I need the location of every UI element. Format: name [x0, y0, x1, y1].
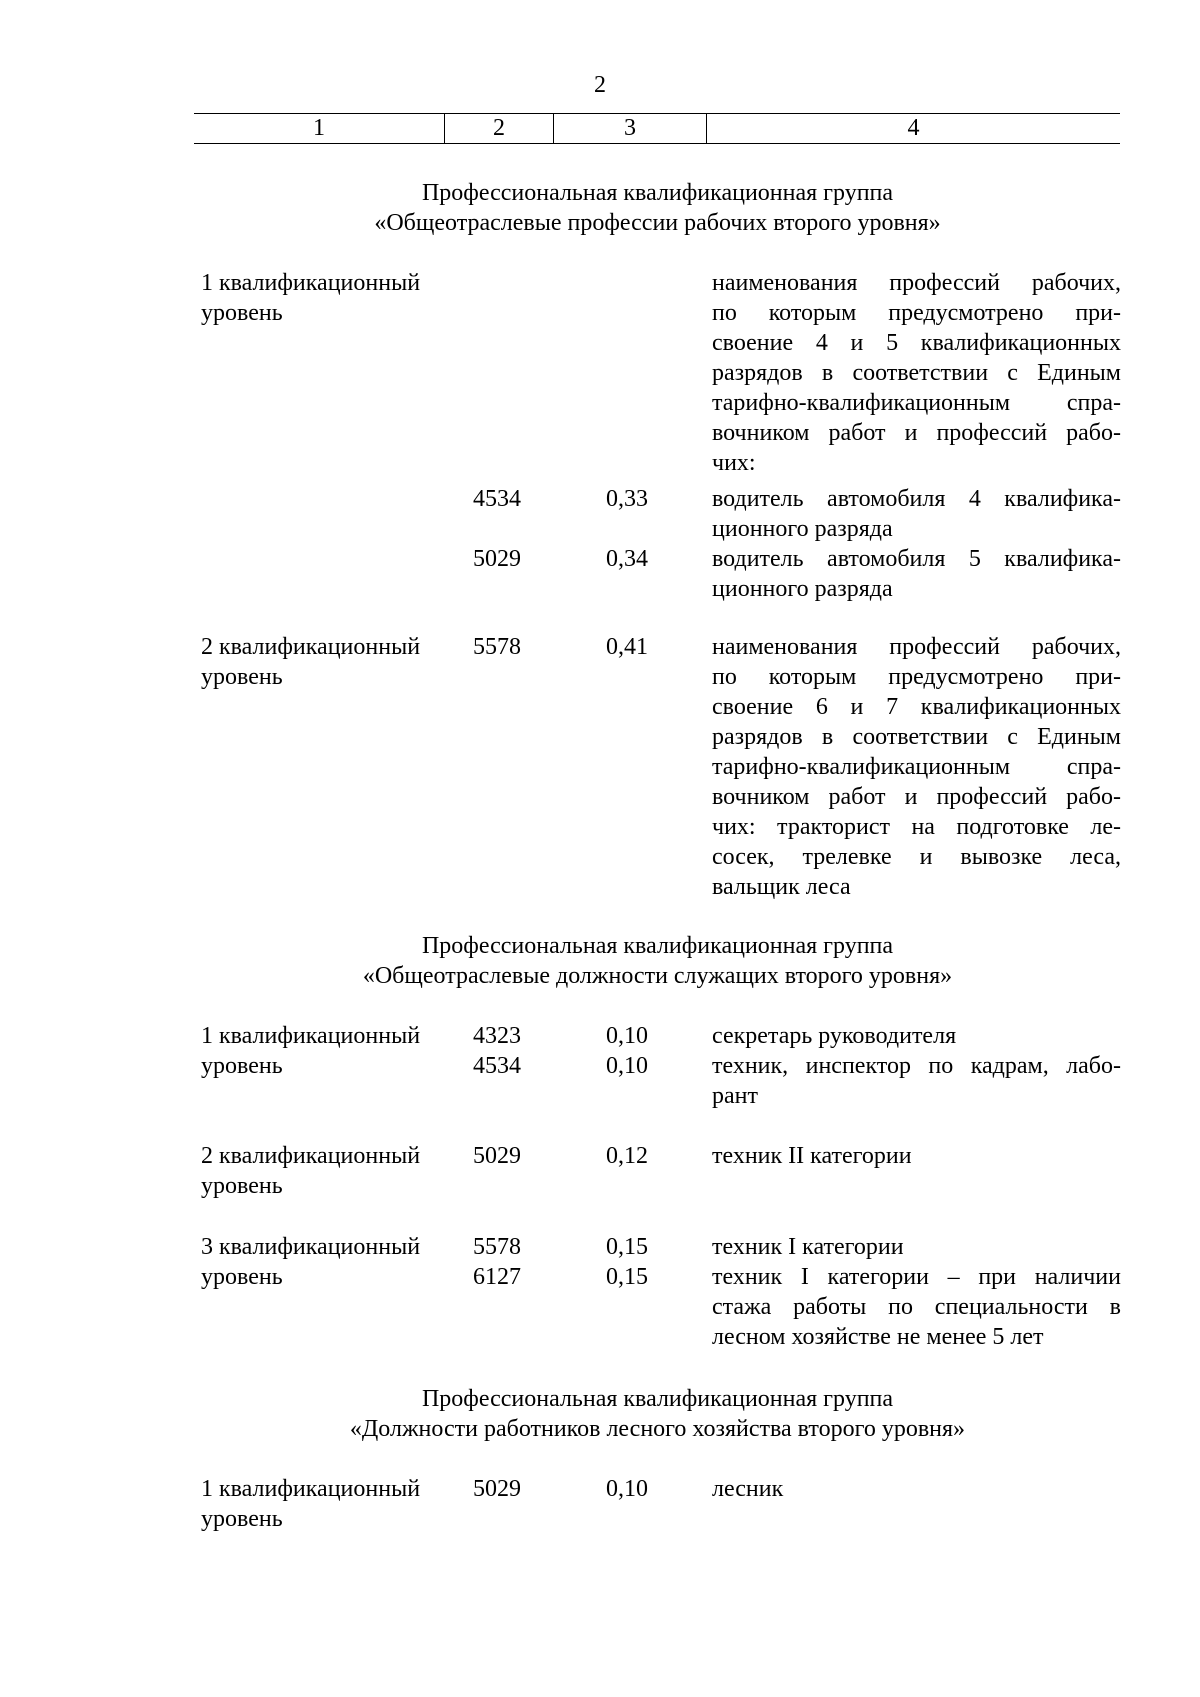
profession-description [712, 1051, 1121, 1111]
profession-description [712, 544, 1121, 604]
group-title [0, 1384, 1200, 1444]
level-line: уровень [201, 300, 283, 326]
profession-description [712, 1262, 1121, 1352]
level-line: уровень [201, 664, 283, 690]
profession-description [712, 1474, 1121, 1504]
coefficient-value: 0,10 [606, 1476, 648, 1502]
profession-description [712, 632, 1121, 902]
level-line: 1 квалификационный [201, 270, 421, 296]
desc-line: разрядов в соответствии с Единым [712, 360, 1121, 386]
coefficient-value: 0,34 [606, 546, 648, 572]
desc-line: лесник [712, 1476, 784, 1502]
profession-description [712, 484, 1121, 544]
qualification-level [201, 632, 451, 692]
group-title [0, 178, 1200, 238]
qualification-level [201, 268, 451, 328]
desc-line: водитель автомобиля 4 квалифика- [712, 486, 1121, 512]
desc-line: техник II категории [712, 1143, 912, 1169]
desc-line: стажа работы по специальности в [712, 1294, 1121, 1320]
desc-line: чих: тракторист на подготовке ле- [712, 814, 1121, 840]
desc-line: техник I категории – при наличии [712, 1264, 1121, 1290]
level-line: уровень [201, 1506, 283, 1532]
desc-line: наименования профессий рабочих, [712, 634, 1121, 660]
qualification-level: уровень [201, 1053, 283, 1079]
salary-value: 4534 [473, 486, 521, 512]
salary-value: 5029 [473, 1143, 521, 1169]
salary-value: 4534 [473, 1053, 521, 1079]
coefficient-value: 0,33 [606, 486, 648, 512]
column-header-row [194, 113, 1120, 144]
salary-value: 5029 [473, 1476, 521, 1502]
group-title-line: Профессиональная квалификационная группа [421, 180, 894, 206]
column-header-1: 1 [313, 115, 325, 141]
desc-line: ционного разряда [712, 576, 893, 602]
desc-line: секретарь руководителя [712, 1023, 957, 1049]
group-title-line: «Должности работников лесного хозяйства второго уровня» [349, 1416, 966, 1442]
desc-line: сосек, трелевке и вывозке леса, [712, 844, 1121, 870]
profession-description [712, 1232, 1121, 1262]
qualification-level [201, 1141, 451, 1201]
salary-value: 4323 [473, 1023, 521, 1049]
desc-line: техник I категории [712, 1234, 904, 1260]
coefficient-value: 0,15 [606, 1264, 648, 1290]
desc-line: наименования профессий рабочих, [712, 270, 1121, 296]
level-line: уровень [201, 1173, 283, 1199]
column-header-2: 2 [444, 114, 553, 143]
desc-line: по которым предусмотрено при- [712, 300, 1121, 326]
profession-description [712, 1141, 1121, 1171]
coefficient-value: 0,10 [606, 1053, 648, 1079]
page-number: 2 [594, 72, 606, 98]
salary-value: 5578 [473, 1234, 521, 1260]
desc-line: лесном хозяйстве не менее 5 лет [712, 1324, 1044, 1350]
desc-line: водитель автомобиля 5 квалифика- [712, 546, 1121, 572]
desc-line: вочником работ и профессий рабо- [712, 420, 1121, 446]
coefficient-value: 0,12 [606, 1143, 648, 1169]
qualification-level: уровень [201, 1264, 283, 1290]
column-header-4: 4 [706, 114, 1120, 143]
level-line: 2 квалификационный [201, 1143, 421, 1169]
desc-line: своение 6 и 7 квалификационных [712, 694, 1121, 720]
coefficient-value: 0,10 [606, 1023, 648, 1049]
salary-value: 5029 [473, 546, 521, 572]
group-title-line: Профессиональная квалификационная группа [421, 1386, 894, 1412]
profession-description [712, 268, 1121, 478]
qualification-level [201, 1474, 451, 1534]
desc-line: вочником работ и профессий рабо- [712, 784, 1121, 810]
group-title [0, 931, 1200, 991]
level-line: 2 квалификационный [201, 634, 421, 660]
group-title-line: «Общеотраслевые должности служащих второго уровня» [362, 963, 953, 989]
qualification-level: 1 квалификационный [201, 1023, 421, 1049]
level-line: 1 квалификационный [201, 1476, 421, 1502]
group-title-line: Профессиональная квалификационная группа [421, 933, 894, 959]
group-title-line: «Общеотраслевые профессии рабочих второго уровня» [374, 210, 941, 236]
desc-line: техник, инспектор по кадрам, лабо- [712, 1053, 1121, 1079]
desc-line: чих: [712, 450, 756, 476]
column-header-3: 3 [553, 114, 706, 143]
desc-line: вальщик леса [712, 874, 851, 900]
desc-line: тарифно-квалификационным спра- [712, 754, 1121, 780]
coefficient-value: 0,15 [606, 1234, 648, 1260]
desc-line: ционного разряда [712, 516, 893, 542]
desc-line: своение 4 и 5 квалификационных [712, 330, 1121, 356]
desc-line: тарифно-квалификационным спра- [712, 390, 1121, 416]
desc-line: рант [712, 1083, 758, 1109]
coefficient-value: 0,41 [606, 634, 648, 660]
desc-line: по которым предусмотрено при- [712, 664, 1121, 690]
salary-value: 5578 [473, 634, 521, 660]
desc-line: разрядов в соответствии с Единым [712, 724, 1121, 750]
qualification-level: 3 квалификационный [201, 1234, 421, 1260]
salary-value: 6127 [473, 1264, 521, 1290]
profession-description [712, 1021, 1121, 1051]
